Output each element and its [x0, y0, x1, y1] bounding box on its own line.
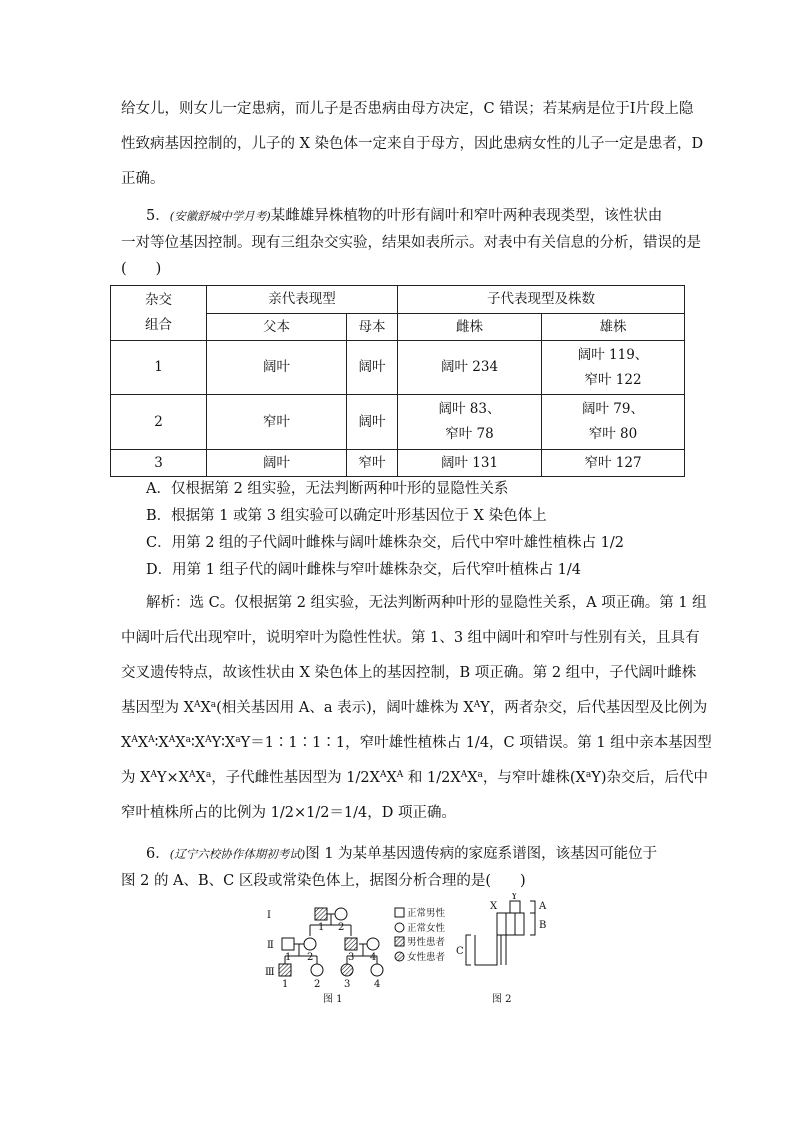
superscript: A [193, 700, 201, 710]
q5-source: (安徽舒城中学月考) [169, 209, 271, 223]
header-group [111, 286, 207, 341]
cell-mother: 窄叶 [347, 450, 398, 477]
id-label: 1 [282, 979, 289, 990]
affected-female [341, 964, 353, 976]
bracket-b [530, 913, 535, 935]
x-chromosome-upper [497, 913, 506, 935]
gen-label-3: Ⅲ [265, 967, 275, 978]
header-male: 雄株 [542, 314, 685, 341]
analysis-line-7: 窄叶植株所占的比例为 1/2×1/2＝1/4，D 项正确。 [121, 805, 456, 821]
header-mother: 母本 [347, 314, 398, 341]
option-b: B．根据第 1 或第 3 组实验可以确定叶形基因位于 X 染色体上 [146, 508, 547, 524]
y-chromosome-top [510, 901, 520, 913]
fig1-caption: 图 1 [323, 994, 343, 1005]
label-c: C [456, 946, 464, 957]
header-group-line-1: 杂交 [145, 292, 172, 308]
analysis-line-6 [121, 769, 708, 787]
cell-male-line-1: 阔叶 119、 [577, 346, 649, 363]
text-run: X [200, 700, 211, 716]
q6-stem-1: 图 1 为某单基因遗传病的家庭系谱图，该基因可能位于 [305, 846, 658, 862]
id-label: 3 [348, 952, 355, 963]
gen-label-1: Ⅰ [267, 910, 271, 921]
superscript: A [188, 770, 196, 780]
q5-stem-1: 某雌雄异株植物的叶形有阔叶和窄叶两种表现类型，该性状由 [270, 208, 663, 224]
normal-female [304, 938, 316, 950]
normal-female [311, 964, 323, 976]
cell-female-line-1: 阔叶 83、 [438, 401, 501, 417]
legend-normal-female: 正常女性 [407, 923, 446, 934]
cell-male: 窄叶 127 [542, 450, 685, 477]
superscript: A [473, 700, 481, 710]
option-c: C．用第 2 组的子代阔叶雌株与阔叶雄株杂交，后代中窄叶雄性植株占 1/2 [146, 535, 624, 551]
normal-female [371, 964, 383, 976]
cell-female-line-2: 窄叶 78 [445, 426, 494, 442]
superscript: A [131, 735, 138, 745]
cell-father: 窄叶 [207, 395, 347, 450]
affected-male [279, 964, 291, 976]
header-parent: 亲代表现型 [207, 286, 398, 314]
text-run: 和 1/2X [403, 770, 461, 786]
q6-stem-line-1 [146, 845, 657, 863]
legend-normal-female-icon [395, 923, 404, 932]
text-run: X [121, 735, 132, 751]
label-b: B [539, 920, 547, 931]
superscript: a [210, 700, 217, 710]
cell-female: 阔叶 234 [398, 341, 542, 395]
cell-mother: 阔叶 [347, 341, 398, 395]
cell-male [542, 341, 685, 395]
q5-stem-line-2: 一对等位基因控制。现有三组杂交实验，结果如表所示。对表中有关信息的分析，错误的是 [121, 235, 701, 251]
superscript: A [150, 770, 157, 780]
text-run: ，子代雌性基因型为 1/2X [211, 770, 380, 786]
text-run: Y＝1∶1∶1∶1，窄叶雄性植株占 1/4，C 项错误。第 1 组中亲本基因型 [240, 735, 712, 751]
cell-male [542, 395, 685, 450]
q6-stem-line-2: 图 2 的 A、B、C 区段或常染色体上，据图分析合理的是( ) [121, 873, 526, 889]
chromosome-figure [455, 893, 565, 1005]
q6-source: (辽宁六校协作体期初考试) [169, 847, 306, 861]
cell-male-line-1: 阔叶 79、 [582, 401, 644, 417]
label-y: Y [511, 893, 518, 902]
id-label: 3 [344, 979, 351, 990]
legend-normal-male: 正常男性 [407, 908, 446, 919]
superscript: a [205, 770, 212, 780]
fig2-caption: 图 2 [492, 994, 512, 1005]
q5-blank: ( ) [121, 261, 162, 277]
cell-mother: 阔叶 [347, 395, 398, 450]
text-run: X [195, 770, 206, 786]
id-label: 1 [318, 922, 325, 933]
bracket-c [466, 935, 471, 965]
text-run: ∶X [154, 735, 169, 751]
cell-group: 2 [111, 395, 207, 450]
legend-affected-male: 男性患者 [407, 937, 446, 948]
cell-group: 1 [111, 341, 207, 395]
normal-male [282, 938, 294, 950]
cell-group: 3 [111, 450, 207, 477]
cell-female [398, 395, 542, 450]
cell-father: 阔叶 [207, 450, 347, 477]
cell-female: 阔叶 131 [398, 450, 542, 477]
text-run: X [137, 735, 149, 751]
label-x: X [490, 901, 498, 912]
text-run: Y)杂交后，后代中 [591, 770, 708, 786]
text-run: ∶X [190, 735, 206, 751]
superscript: a [185, 735, 191, 745]
text-run: X [467, 770, 478, 786]
bracket-a [530, 901, 535, 913]
legend-affected-male-icon [395, 937, 404, 946]
legend-affected-female-icon [395, 952, 404, 961]
text-run: 为 X [121, 770, 151, 786]
intro-line-1: 给女儿，则女儿一定患病，而儿子是否患病由母方决定，C 错误；若某病是位于Ⅰ片段上隐 [121, 101, 694, 117]
superscript: A [168, 735, 176, 745]
legend-normal-male-icon [395, 908, 404, 917]
option-a: A．仅根据第 2 组实验，无法判断两种叶形的显隐性关系 [146, 481, 509, 497]
legend-affected-female: 女性患者 [407, 952, 446, 963]
superscript: A [205, 735, 212, 745]
gen-label-2: Ⅱ [267, 940, 274, 951]
table-row [111, 341, 685, 395]
cell-male-line-2: 窄叶 80 [588, 426, 638, 442]
pedigree-figure [265, 898, 465, 1006]
cell-father: 阔叶 [207, 341, 347, 395]
header-group-line-2: 组合 [145, 317, 172, 333]
id-label: 2 [314, 979, 321, 990]
id-label: 4 [374, 979, 381, 990]
q5-stem-line-1 [146, 207, 662, 225]
text-run: X [386, 770, 397, 786]
text-run: Y×X [156, 770, 189, 786]
normal-female [335, 908, 347, 920]
text-run: ，与窄叶雄株(X [482, 770, 586, 786]
q5-number: 5． [146, 208, 170, 224]
affected-male [345, 938, 357, 950]
analysis-line-2: 中阔叶后代出现窄叶，说明窄叶为隐性性状。第 1、3 组中阔叶和窄叶与性别有关，且具有 [121, 630, 700, 646]
analysis-line-5 [121, 734, 712, 752]
table-row [111, 450, 685, 477]
table-row [111, 395, 685, 450]
affected-male [315, 908, 327, 920]
superscript: A [379, 770, 387, 780]
text-run: X [175, 735, 186, 751]
intro-line-3: 正确。 [121, 171, 165, 187]
analysis-line-4 [121, 699, 707, 717]
text-run: Y，两者杂交，后代基因型及比例为 [480, 700, 708, 716]
superscript: A [396, 770, 404, 780]
cross-table [110, 285, 685, 477]
header-female: 雌株 [398, 314, 542, 341]
analysis-line-1: 解析：选 C。仅根据第 2 组实验，无法判断两种叶形的显隐性关系，A 项正确。第 1 组 [146, 595, 707, 611]
superscript: A [148, 735, 155, 745]
label-a: A [539, 901, 547, 912]
superscript: a [235, 735, 241, 745]
q6-number: 6． [146, 846, 170, 862]
text-run: (相关基因用 A、a 表示)，阔叶雄株为 X [216, 700, 474, 716]
id-label: 2 [338, 922, 345, 933]
option-d: D．用第 1 组子代的阔叶雌株与窄叶雄株杂交，后代窄叶植株占 1/4 [146, 562, 582, 578]
normal-female [367, 938, 379, 950]
analysis-line-3: 交叉遗传特点，故该性状由 X 染色体上的基因控制，B 项正确。第 2 组中，子代阔叶雌株 [121, 665, 697, 681]
header-father: 父本 [207, 314, 347, 341]
header-offspring: 子代表现型及株数 [398, 286, 685, 314]
superscript: a [585, 770, 592, 780]
x-chromosome-lower [475, 935, 497, 965]
cell-male-line-2: 窄叶 122 [584, 371, 642, 388]
id-label: 4 [370, 952, 377, 963]
text-run: 基因型为 X [121, 700, 194, 716]
id-label: 2 [307, 952, 314, 963]
text-run: Y∶X [211, 735, 236, 751]
superscript: A [460, 770, 468, 780]
id-label: 1 [285, 952, 292, 963]
superscript: a [477, 770, 483, 780]
intro-line-2: 性致病基因控制的，儿子的 X 染色体一定来自于母方，因此患病女性的儿子一定是患者，D [121, 136, 704, 152]
